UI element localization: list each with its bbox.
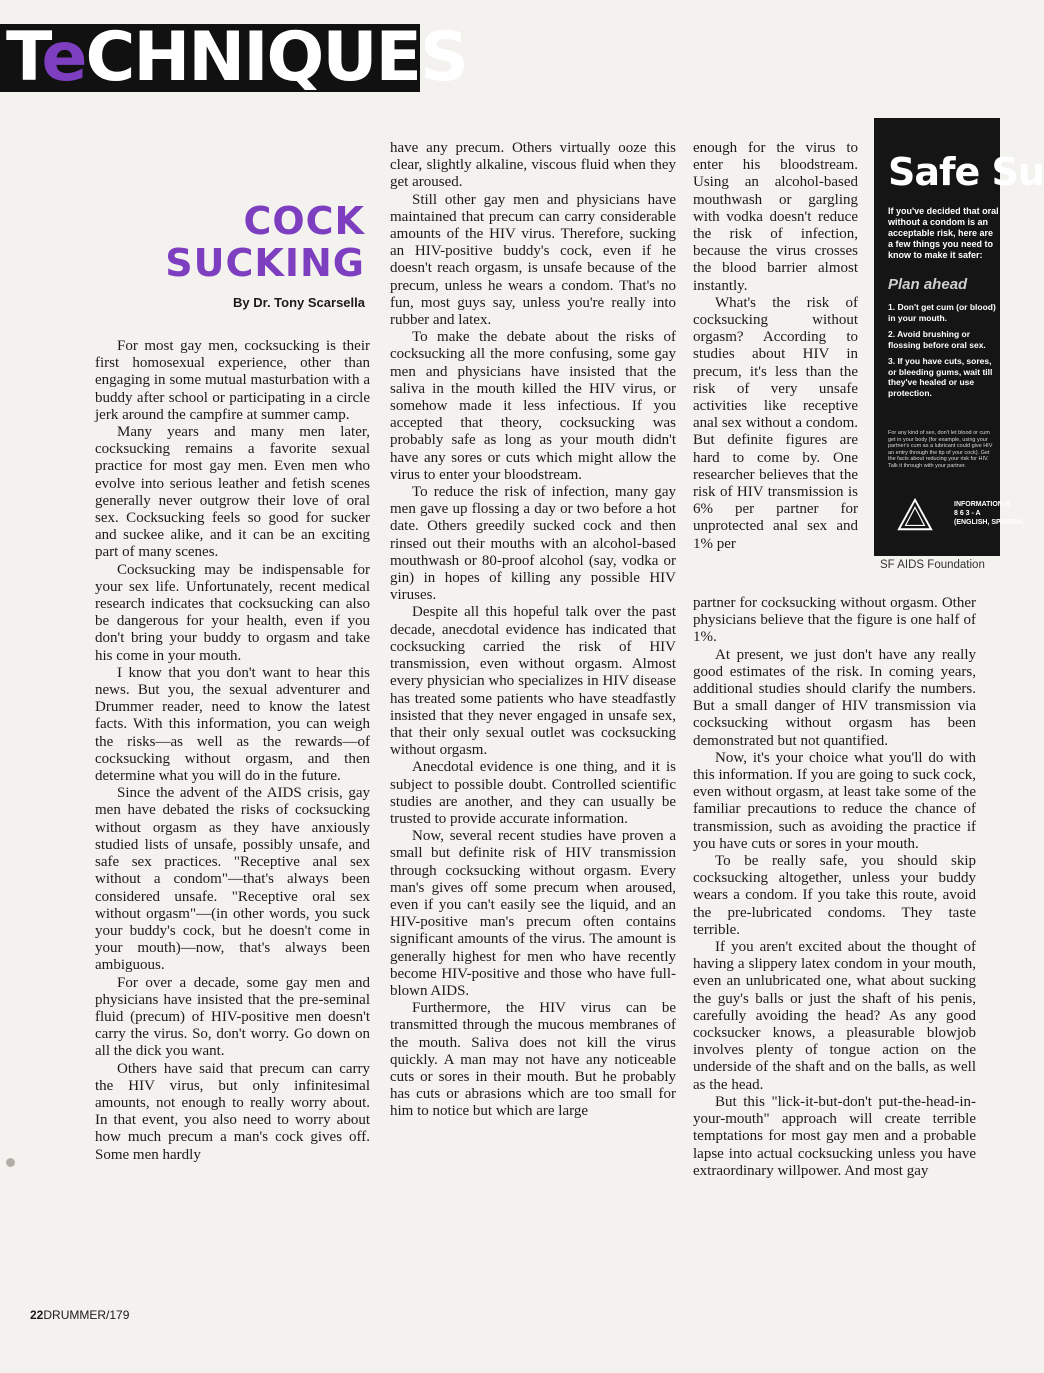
paragraph: To be really safe, you should skip cocksucking altogether, unless your buddy wears a condom. If you take this route, avoid the pre-lubricated condoms. They taste terrible. (693, 853, 976, 938)
article-byline: By Dr. Tony Scarsella (233, 295, 365, 310)
ad-title: Safe Su (888, 150, 1044, 194)
ad-intro: If you've decided that oral without a condom is an acceptable risk, here are a few things you need to know to make it safer: (888, 206, 999, 260)
article-column-1 (95, 338, 370, 1293)
ad-plan-heading: Plan ahead (888, 276, 968, 293)
paragraph: To make the debate about the risks of cocksucking all the more confusing, some gay men and physicians have insisted that the saliva in the mouth killed the HIV virus, or somehow made it less infectious. If you accepted that theory, cocksucking was probably safe as long as your mouth didn't have any sores or cuts which might allow the virus to enter your bloodstream. (390, 329, 676, 483)
publication-issue: DRUMMER/179 (43, 1308, 130, 1322)
paragraph: Cocksucking may be indispensable for your sex life. Unfortunately, recent medical research indicates that cocksucking can also be dangerous for your health, even if you don't bring your buddy to orgasm and take his come in your mouth. (95, 561, 370, 664)
binder-hole-mark (6, 1158, 15, 1167)
paragraph: Still other gay men and physicians have maintained that precum can carry considerable amounts of the HIV virus. Therefore, sucking an HIV-positive buddy's cock, even if he doesn't reach orgasm, is unsafe because of the precum, unless he wears a condom. That's no fun, most guys say, unless you're really into rubber and latex. (390, 191, 676, 329)
paragraph: Many years and many men later, cocksucking remains a favorite sexual practice for most gay men. Even men who evolve into serious leather and fetish scenes generally never outgrow their love of oral sex. Cocksucking feels so good for sucker and suckee alike, and it can be an exciting part of many scenes. (95, 424, 370, 561)
aids-foundation-logo-icon (896, 496, 934, 534)
paragraph: Despite all this hopeful talk over the past decade, anecdotal evidence has indicated that cocksucking carried the risk of HIV transmission, even without orgasm. Almost every physician who specializes in HIV disease has treated some patients who have steadfastly insisted that they never engaged in unsafe sex, that their only sexual outlet was cocksucking without orgasm. (390, 604, 676, 759)
article-title-line-2: SUCKING (165, 241, 365, 285)
paragraph: Since the advent of the AIDS crisis, gay men have debated the risks of cocksucking without orgasm as they have anxiously studied lists of unsafe, possibly unsafe, and safe sex practices. "Receptive anal sex without a condom"—that's always been considered unsafe. "Receptive oral sex without orgasm"—(in other words, you suck your buddy's cock, but he doesn't come in your mouth)—now, that's always been ambiguous. (95, 785, 370, 974)
section-header-title: TeCHNIQUES (6, 18, 467, 97)
ad-fine-print: For any kind of sex, don't let blood or cum get in your body (for example, using your partner's cum as a lubricant could give HIV an entry through the tip of your cock). Get the facts about reducing your risk for HIV. Talk it through with your partner. (888, 430, 993, 469)
paragraph: I know that you don't want to hear this news. But you, the sexual adventurer and Drummer reader, need to know the latest facts. With this information, you can weigh the risks—as well as the rewards—of cocksucking without orgasm, and then determine what you will do in the future. (95, 664, 370, 785)
paragraph: Anecdotal evidence is one thing, and it is subject to possible doubt. Controlled scientific studies are another, and they can usually be trusted to provide accurate information. (390, 759, 676, 827)
article-column-3-top (693, 140, 858, 595)
paragraph: Others have said that precum can carry the HIV virus, but only infinitesimal amounts, not enough to really worry about. In that event, you also need to worry about how much precum a man's cock gives off. Some men hardly (95, 1060, 370, 1163)
paragraph: At present, we just don't have any really good estimates of the risk. In coming years, additional studies should clarify the numbers. But a small danger of HIV transmission via cocksucking without orgasm has been demonstrated but not quantified. (693, 646, 976, 749)
article-column-3-bottom (693, 595, 976, 1275)
paragraph: Now, it's your choice what you'll do with this information. If you are going to suck cock, even without orgasm, at least take some of the familiar precautions to reduce the chance of transmission, such as avoiding the practice if you have cuts or sores in your mouth. (693, 749, 976, 852)
article-title (150, 200, 365, 284)
ad-tip-item: 3. If you have cuts, sores, or bleeding gums, wait till they've healed or use protection. (888, 356, 993, 398)
article-title-line-1: COCK (243, 199, 365, 243)
paragraph: But this "lick-it-but-don't put-the-head-in-your-mouth" approach will create terrible temptations for most gay men and a probable lapse into actual cocksucking unless you have extraordinary willpower. And most gay (693, 1093, 976, 1179)
ad-credit: SF AIDS Foundation (880, 559, 985, 571)
paragraph: To reduce the risk of infection, many gay men gave up flossing a day or two before a hot date. Others greedily sucked cock and then rinsed out their mouths with an alcohol-based mouthwash or 80-proof alcohol (say, vodka or gin) in hopes of killing any possible HIV viruses. (390, 484, 676, 604)
ad-tip-item: 1. Don't get cum (or blood) in your mouth. (888, 302, 996, 323)
paragraph: For most gay men, cocksucking is their first homosexual experience, other than engaging in some mutual masturbation with a buddy after school or participating in a circle jerk around the campfire at summer camp. (95, 338, 370, 423)
ad-hotline: INFORMATION H 8 6 3 - A (ENGLISH, SPANISH, (954, 501, 1024, 526)
safe-sucking-ad (874, 118, 1044, 556)
paragraph: Furthermore, the HIV virus can be transmitted through the mucous membranes of the mouth. Saliva does not kill the virus quickly. A man may not have any noticeable cuts or sores in their mouth. But he probably has cuts or abrasions which are too small for him to notice but which are large (390, 1000, 676, 1120)
ad-tips-list (888, 302, 1000, 404)
paragraph: What's the risk of cocksucking without orgasm? According to studies about HIV in precum, it's less than the risk of very unsafe activities like receptive anal sex without a condom. But definite figures are hard to come by. One researcher believes that the risk of HIV transmission is 6% per partner for unprotected anal sex and 1% per (693, 294, 858, 552)
page-footer (30, 1308, 129, 1322)
ad-tip-item: 2. Avoid brushing or flossing before oral sex. (888, 329, 986, 350)
article-column-2 (390, 140, 676, 1275)
paragraph: partner for cocksucking without orgasm. Other physicians believe that the figure is one half of 1%. (693, 595, 976, 646)
paragraph: enough for the virus to enter his bloodstream. Using an alcohol-based mouthwash or gargling with vodka doesn't reduce the risk of infection, because the virus crosses the blood barrier almost instantly. (693, 140, 858, 294)
paragraph: For over a decade, some gay men and physicians have insisted that the pre-seminal fluid (precum) of HIV-positive men doesn't carry the virus. So, don't worry. Go down on all the dick you want. (95, 974, 370, 1060)
paragraph: have any precum. Others virtually ooze this clear, slightly alkaline, viscous fluid when they get aroused. (390, 140, 676, 191)
paragraph: If you aren't excited about the thought of having a slippery latex condom in your mouth, even an unlubricated one, what about sucking the guy's balls or just the shaft of his penis, carefully avoiding the head? As any good cocksucker knows, a pleasurable blowjob involves plenty of tongue action on the underside of the shaft and on the balls, as well as the head. (693, 939, 976, 1093)
paragraph: Now, several recent studies have proven a small but definite risk of HIV transmission through cocksucking without orgasm. Every man's gives off some precum when aroused, even if you can't easily see the liquid, and an HIV-positive man's precum often contains significant amounts of the virus. The amount is generally highest for men who have recently become HIV-positive and those who have full-blown AIDS. (390, 828, 676, 999)
page-number: 22 (30, 1308, 44, 1322)
